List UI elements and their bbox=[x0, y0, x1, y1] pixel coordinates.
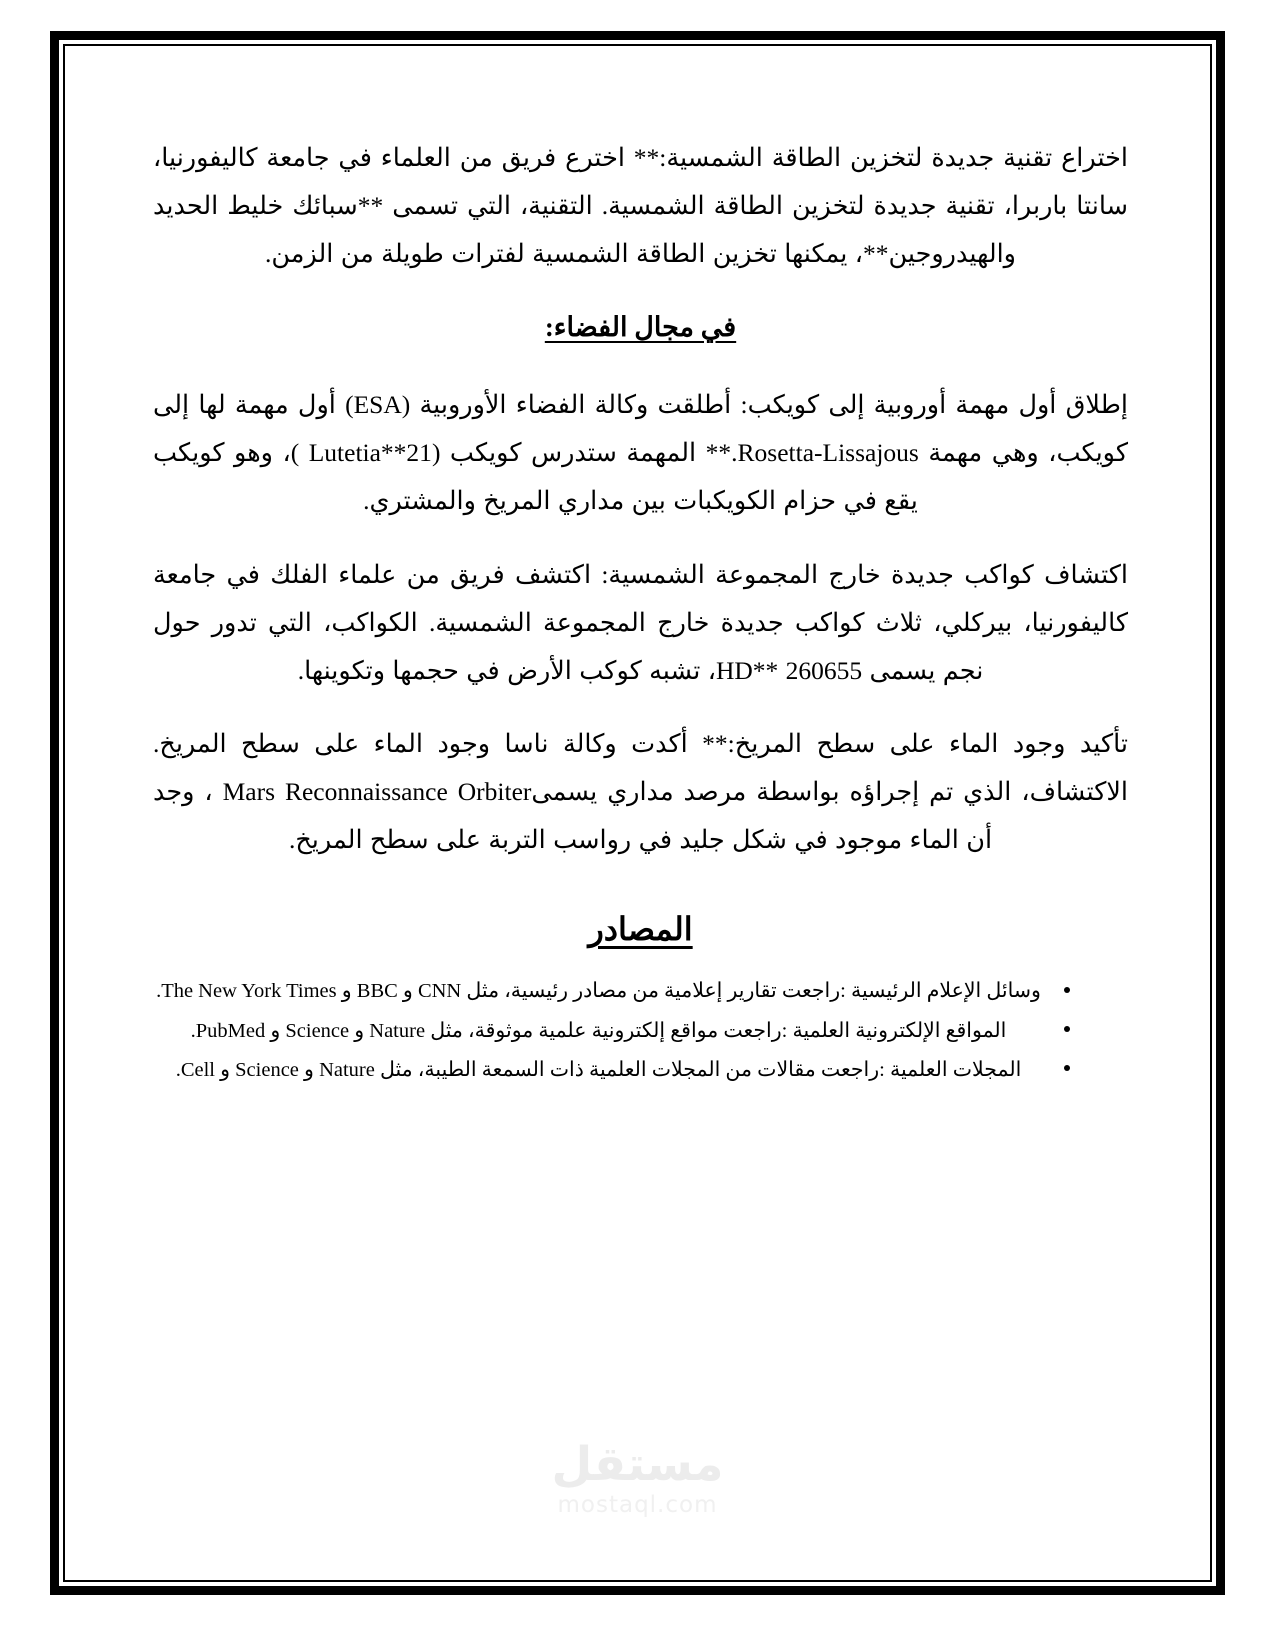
list-item bbox=[153, 1053, 1070, 1088]
paragraph-asteroid-mission: إطلاق أول مهمة أوروبية إلى كويكب: أطلقت وكالة الفضاء الأوروبية (ESA) أول مهمة لها إلى كويكب، وهي مهمة Rosetta-Lissajous.** المهمة ستدرس كويكب (Lutetia**21 )، وهو كويكب يقع في حزام الكويكبات بين مداري المريخ والمشتري. bbox=[153, 389, 1128, 515]
paragraph-mars-water: تأكيد وجود الماء على سطح المريخ:** أكدت وكالة ناسا وجود الماء على سطح المريخ. الاكتشاف، الذي تم إجراؤه بواسطة مرصد مداري يسمىMars Reconnaissance Orbiter ، وجد أن الماء موجود في شكل جليد في رواسب التربة على سطح المريخ. bbox=[153, 729, 1128, 855]
paragraph-solar-storage: اختراع تقنية جديدة لتخزين الطاقة الشمسية:** اخترع فريق من العلماء في جامعة كاليفورنيا، سانتا باربرا، تقنية جديدة لتخزين الطاقة الشمسية. التقنية، التي تسمى **سبائك خليط الحديد والهيدروجين**، يمكنها تخزين الطاقة الشمسية لفترات طويلة من الزمن. bbox=[153, 143, 1128, 268]
bullet-dot-icon bbox=[1064, 1065, 1070, 1071]
list-item-text: وسائل الإعلام الرئيسية :راجعت تقارير إعلامية من مصادر رئيسية، مثل CNN و BBC و The New York Times. bbox=[156, 980, 1041, 1003]
list-item bbox=[153, 1014, 1070, 1049]
bullet-dot-icon bbox=[1064, 1026, 1070, 1032]
bullet-dot-icon bbox=[1064, 987, 1070, 993]
watermark-domain-text: mostaql.com bbox=[557, 1492, 718, 1518]
list-item-text: المجلات العلمية :راجعت مقالات من المجلات العلمية ذات السمعة الطيبة، مثل Nature و Science و Cell. bbox=[175, 1058, 1022, 1081]
heading-space-section: في مجال الفضاء: bbox=[544, 311, 737, 342]
watermark-brand-logo: مستقل bbox=[551, 1437, 724, 1492]
sources-list bbox=[153, 974, 1128, 1088]
page-border-inner bbox=[63, 44, 1212, 1582]
document-body bbox=[65, 46, 1210, 1580]
heading-sources-section: المصادر bbox=[588, 911, 693, 948]
list-item bbox=[153, 974, 1070, 1009]
page-border-frame bbox=[50, 31, 1225, 1595]
paragraph-exoplanets: اكتشاف كواكب جديدة خارج المجموعة الشمسية: اكتشف فريق من علماء الفلك في جامعة كاليفورنيا، بيركلي، ثلاث كواكب جديدة خارج المجموعة الشمسية. الكواكب، التي تدور حول نجم يسمى HD** 260655، تشبه كوكب الأرض في حجمها وتكوينها. bbox=[153, 559, 1128, 685]
list-item-text: المواقع الإلكترونية العلمية :راجعت مواقع إلكترونية علمية موثوقة، مثل Nature و Science و PubMed. bbox=[190, 1019, 1007, 1042]
